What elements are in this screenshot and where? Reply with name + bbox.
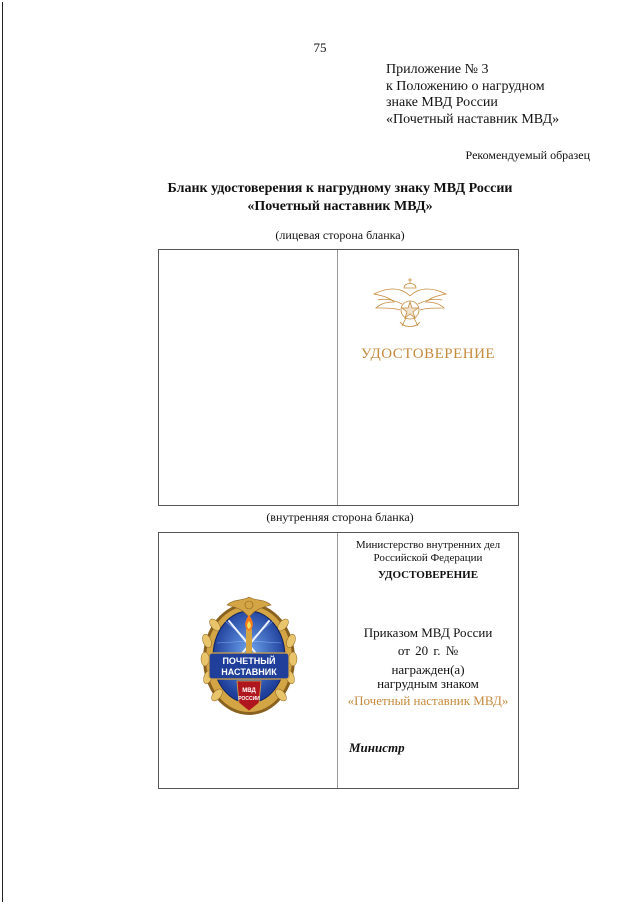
ministry-name — [338, 539, 518, 565]
mvd-emblem-icon — [372, 274, 448, 334]
badge-image — [199, 591, 299, 723]
badge-text-1: ПОЧЕТНЫЙ — [222, 656, 276, 666]
awarded-line-2: нагрудным знаком — [377, 676, 479, 691]
order-date-number-line: от 20 г. № — [397, 643, 459, 658]
cover-title: УДОСТОВЕРЕНИЕ — [360, 346, 496, 362]
inner-heading: УДОСТОВЕРЕНИЕ — [377, 569, 479, 581]
minister-signature-label: Министр — [349, 740, 405, 755]
document-title-line-1: Бланк удостоверения к нагрудному знаку МВД России — [167, 181, 513, 196]
ministry-line-2: Российской Федерации — [373, 552, 483, 564]
page-number: 75 — [313, 40, 327, 55]
inner-side-caption: (внутренняя сторона бланка) — [266, 510, 414, 524]
recommended-sample-label: Рекомендуемый образец — [465, 148, 590, 162]
badge-text-4: РОССИИ — [238, 696, 260, 702]
torch-icon — [245, 615, 253, 655]
appendix-line-2: к Положению о нагрудном — [386, 78, 545, 94]
document-title — [0, 180, 640, 216]
appendix-reference — [386, 62, 559, 128]
appendix-line-1: Приложение № 3 — [386, 62, 489, 77]
badge-text-3: МВД — [242, 688, 256, 694]
order-label: Приказом МВД России — [363, 625, 493, 640]
document-title-line-2: «Почетный наставник МВД» — [247, 199, 433, 214]
ministry-line-1: Министерство внутренних дел — [355, 539, 501, 551]
awarded-line-1: награжден(а) — [391, 662, 465, 677]
fold-line — [337, 250, 338, 505]
awarded-text — [338, 663, 518, 691]
badge-text-2: НАСТАВНИК — [221, 667, 277, 677]
inner-side-blank — [158, 532, 519, 789]
front-side-caption: (лицевая сторона бланка) — [275, 228, 405, 242]
front-side-blank — [158, 249, 519, 506]
appendix-line-4: «Почетный наставник МВД» — [386, 111, 560, 127]
badge-name: «Почетный наставник МВД» — [347, 693, 509, 708]
appendix-line-3: знаке МВД России — [386, 95, 498, 110]
